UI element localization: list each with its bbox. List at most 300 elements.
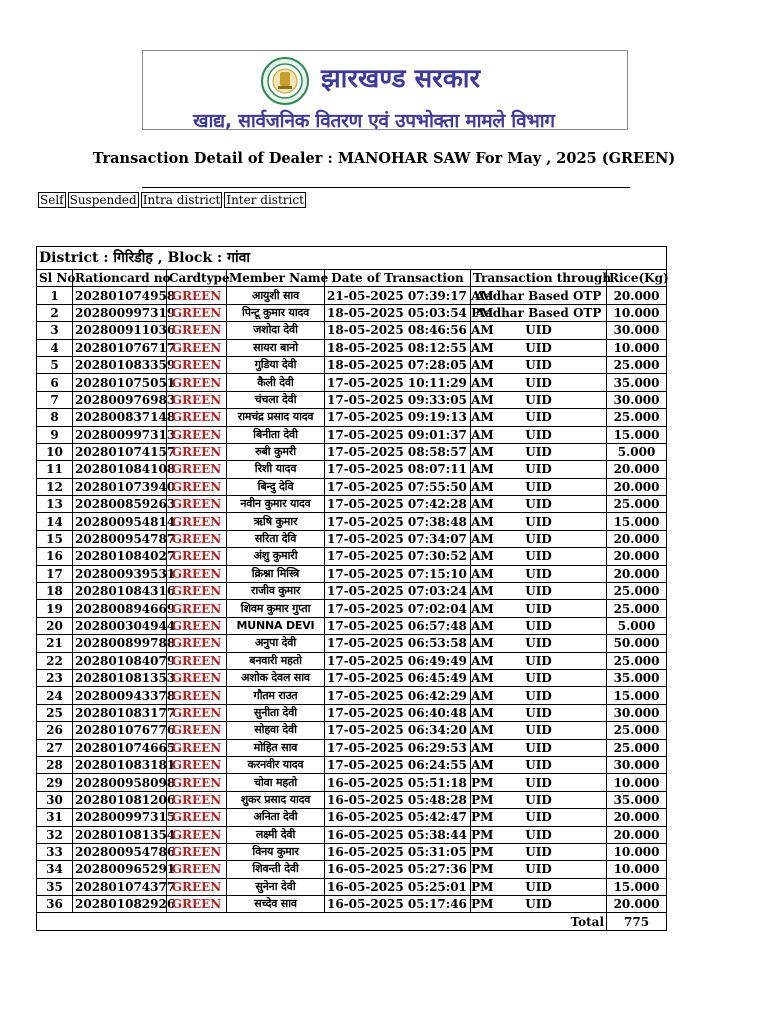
date-cell: 16-05-2025 05:42:47 PM: [325, 809, 471, 826]
cardtype-cell: GREEN: [167, 843, 227, 860]
date-cell: 17-05-2025 06:53:58 AM: [325, 635, 471, 652]
date-cell: 17-05-2025 06:57:48 AM: [325, 617, 471, 634]
sl-no-cell: 1: [37, 287, 73, 304]
cardtype-cell: GREEN: [167, 339, 227, 356]
date-cell: 17-05-2025 06:24:55 AM: [325, 756, 471, 773]
rationcard-cell: 202800911036: [73, 322, 167, 339]
tab-suspended[interactable]: Suspended: [69, 193, 137, 207]
cardtype-cell: GREEN: [167, 774, 227, 791]
table-row: [37, 756, 667, 773]
sl-no-cell: 15: [37, 530, 73, 547]
date-cell: 17-05-2025 07:34:07 AM: [325, 530, 471, 547]
rationcard-cell: 202801075051: [73, 374, 167, 391]
sl-no-cell: 25: [37, 704, 73, 721]
member-name-cell: ऋषि कुमार: [227, 513, 325, 530]
rationcard-cell: 202801081353: [73, 669, 167, 686]
through-cell: UID: [471, 322, 607, 339]
member-name-cell: राजीव कुमार: [227, 583, 325, 600]
rice-cell: 35.000: [607, 669, 667, 686]
cardtype-cell: GREEN: [167, 669, 227, 686]
date-cell: 18-05-2025 07:28:05 AM: [325, 356, 471, 373]
through-cell: UID: [471, 374, 607, 391]
sl-no-cell: 10: [37, 443, 73, 460]
col-header-member-name: Member Name: [227, 270, 325, 287]
through-cell: UID: [471, 461, 607, 478]
col-header-date: Date of Transaction: [325, 270, 471, 287]
rice-cell: 15.000: [607, 426, 667, 443]
rice-cell: 20.000: [607, 826, 667, 843]
rationcard-cell: 202801082926: [73, 896, 167, 913]
rationcard-cell: 202800859263: [73, 496, 167, 513]
banner-title: झारखण्ड सरकार: [321, 64, 481, 94]
sl-no-cell: 18: [37, 583, 73, 600]
date-cell: 17-05-2025 07:55:50 AM: [325, 478, 471, 495]
date-cell: 17-05-2025 07:15:10 AM: [325, 565, 471, 582]
cardtype-cell: GREEN: [167, 878, 227, 895]
member-name-cell: मोहित साव: [227, 739, 325, 756]
cardtype-cell: GREEN: [167, 322, 227, 339]
rationcard-cell: 202800954787: [73, 530, 167, 547]
through-cell: Aadhar Based OTP: [471, 287, 607, 304]
sl-no-cell: 36: [37, 896, 73, 913]
cardtype-cell: GREEN: [167, 704, 227, 721]
member-name-cell: जशोदा देवी: [227, 322, 325, 339]
through-cell: UID: [471, 478, 607, 495]
rationcard-cell: 202801083177: [73, 704, 167, 721]
date-cell: 17-05-2025 06:34:20 AM: [325, 722, 471, 739]
through-cell: UID: [471, 409, 607, 426]
date-cell: 16-05-2025 05:17:46 PM: [325, 896, 471, 913]
col-header-cardtype: Cardtype: [167, 270, 227, 287]
sl-no-cell: 33: [37, 843, 73, 860]
table-row: [37, 287, 667, 304]
member-name-cell: सरिता देवि: [227, 530, 325, 547]
through-cell: UID: [471, 600, 607, 617]
total-value: 775: [607, 913, 667, 930]
cardtype-cell: GREEN: [167, 600, 227, 617]
sl-no-cell: 21: [37, 635, 73, 652]
sl-no-cell: 13: [37, 496, 73, 513]
date-cell: 17-05-2025 07:30:52 AM: [325, 548, 471, 565]
rationcard-cell: 202801081354: [73, 826, 167, 843]
cardtype-cell: GREEN: [167, 652, 227, 669]
cardtype-cell: GREEN: [167, 513, 227, 530]
rice-cell: 30.000: [607, 704, 667, 721]
rice-cell: 25.000: [607, 409, 667, 426]
rice-cell: 10.000: [607, 339, 667, 356]
member-name-cell: आयुशी साव: [227, 287, 325, 304]
through-cell: UID: [471, 843, 607, 860]
table-row: [37, 548, 667, 565]
cardtype-cell: GREEN: [167, 583, 227, 600]
table-row: [37, 687, 667, 704]
cardtype-cell: GREEN: [167, 739, 227, 756]
through-cell: UID: [471, 617, 607, 634]
cardtype-cell: GREEN: [167, 443, 227, 460]
rice-cell: 25.000: [607, 722, 667, 739]
member-name-cell: शिवन्ती देवी: [227, 861, 325, 878]
sl-no-cell: 14: [37, 513, 73, 530]
member-name-cell: सच्देव साव: [227, 896, 325, 913]
title-underline: [142, 187, 630, 188]
rationcard-cell: 202800899788: [73, 635, 167, 652]
date-cell: 17-05-2025 08:07:11 AM: [325, 461, 471, 478]
sl-no-cell: 5: [37, 356, 73, 373]
through-cell: UID: [471, 565, 607, 582]
table-row: [37, 809, 667, 826]
rice-cell: 25.000: [607, 496, 667, 513]
tab-intra-district[interactable]: Intra district: [142, 193, 221, 207]
rationcard-cell: 202800837148: [73, 409, 167, 426]
date-cell: 17-05-2025 06:42:29 AM: [325, 687, 471, 704]
rice-cell: 20.000: [607, 461, 667, 478]
sl-no-cell: 9: [37, 426, 73, 443]
rationcard-cell: 202800958098: [73, 774, 167, 791]
member-name-cell: पिन्टू कुमार यादव: [227, 304, 325, 321]
rationcard-cell: 202801074157: [73, 443, 167, 460]
through-cell: UID: [471, 583, 607, 600]
member-name-cell: अनुपा देवी: [227, 635, 325, 652]
sl-no-cell: 34: [37, 861, 73, 878]
total-label: Total: [37, 913, 607, 930]
member-name-cell: चोवा महतो: [227, 774, 325, 791]
date-cell: 16-05-2025 05:25:01 PM: [325, 878, 471, 895]
district-block-label: District : गिरिडीह , Block : गांवा: [37, 247, 667, 270]
through-cell: UID: [471, 339, 607, 356]
sl-no-cell: 28: [37, 756, 73, 773]
sl-no-cell: 31: [37, 809, 73, 826]
member-name-cell: बिनीता देवी: [227, 426, 325, 443]
rationcard-cell: 202801076776: [73, 722, 167, 739]
cardtype-cell: GREEN: [167, 461, 227, 478]
date-cell: 17-05-2025 07:03:24 AM: [325, 583, 471, 600]
date-cell: 17-05-2025 06:29:53 AM: [325, 739, 471, 756]
member-name-cell: नवीन कुमार यादव: [227, 496, 325, 513]
table-row: [37, 530, 667, 547]
member-name-cell: रुबी कुमरी: [227, 443, 325, 460]
tab-inter-district[interactable]: Inter district: [226, 193, 304, 207]
sl-no-cell: 2: [37, 304, 73, 321]
table-row: [37, 426, 667, 443]
table-row: [37, 843, 667, 860]
table-row: [37, 409, 667, 426]
sl-no-cell: 19: [37, 600, 73, 617]
through-cell: UID: [471, 791, 607, 808]
rice-cell: 15.000: [607, 513, 667, 530]
table-row: [37, 791, 667, 808]
cardtype-cell: GREEN: [167, 809, 227, 826]
table-row: [37, 461, 667, 478]
through-cell: UID: [471, 809, 607, 826]
sl-no-cell: 24: [37, 687, 73, 704]
through-cell: UID: [471, 635, 607, 652]
member-name-cell: विनय कुमार: [227, 843, 325, 860]
member-name-cell: बनवारी महतो: [227, 652, 325, 669]
member-name-cell: सोहवा देवी: [227, 722, 325, 739]
rice-cell: 20.000: [607, 809, 667, 826]
date-cell: 16-05-2025 05:48:28 PM: [325, 791, 471, 808]
cardtype-cell: GREEN: [167, 409, 227, 426]
rice-cell: 20.000: [607, 548, 667, 565]
member-name-cell: सुनीता देवी: [227, 704, 325, 721]
date-cell: 17-05-2025 07:02:04 AM: [325, 600, 471, 617]
sl-no-cell: 11: [37, 461, 73, 478]
rice-cell: 30.000: [607, 391, 667, 408]
rationcard-cell: 202800997319: [73, 304, 167, 321]
cardtype-cell: GREEN: [167, 287, 227, 304]
col-header-rice: Rice(Kg): [607, 270, 667, 287]
table-row: [37, 861, 667, 878]
col-header-through: Transaction through: [471, 270, 607, 287]
rice-cell: 25.000: [607, 356, 667, 373]
rationcard-cell: 202801081206: [73, 791, 167, 808]
table-header-row: [37, 270, 667, 287]
sl-no-cell: 17: [37, 565, 73, 582]
sl-no-cell: 22: [37, 652, 73, 669]
sl-no-cell: 27: [37, 739, 73, 756]
jharkhand-emblem-icon: [261, 57, 309, 105]
rice-cell: 5.000: [607, 443, 667, 460]
sl-no-cell: 6: [37, 374, 73, 391]
rationcard-cell: 202800304944: [73, 617, 167, 634]
rationcard-cell: 202801084079: [73, 652, 167, 669]
table-row: [37, 774, 667, 791]
department-banner: [142, 50, 628, 130]
rice-cell: 15.000: [607, 687, 667, 704]
rationcard-cell: 202800997315: [73, 809, 167, 826]
table-row: [37, 878, 667, 895]
table-row: [37, 391, 667, 408]
through-cell: UID: [471, 496, 607, 513]
member-name-cell: बिन्दु देवि: [227, 478, 325, 495]
rice-cell: 10.000: [607, 304, 667, 321]
cardtype-cell: GREEN: [167, 356, 227, 373]
rationcard-cell: 202800997313: [73, 426, 167, 443]
rice-cell: 20.000: [607, 565, 667, 582]
through-cell: UID: [471, 356, 607, 373]
cardtype-cell: GREEN: [167, 304, 227, 321]
table-row: [37, 583, 667, 600]
through-cell: UID: [471, 669, 607, 686]
rice-cell: 10.000: [607, 861, 667, 878]
member-name-cell: गौतम राउत: [227, 687, 325, 704]
through-cell: UID: [471, 530, 607, 547]
through-cell: UID: [471, 878, 607, 895]
member-name-cell: चंचला देवी: [227, 391, 325, 408]
date-cell: 18-05-2025 05:03:54 PM: [325, 304, 471, 321]
rationcard-cell: 202801074665: [73, 739, 167, 756]
table-row: [37, 600, 667, 617]
member-name-cell: कैली देवी: [227, 374, 325, 391]
date-cell: 16-05-2025 05:38:44 PM: [325, 826, 471, 843]
cardtype-cell: GREEN: [167, 756, 227, 773]
cardtype-cell: GREEN: [167, 896, 227, 913]
through-cell: UID: [471, 426, 607, 443]
table-row: [37, 443, 667, 460]
date-cell: 21-05-2025 07:39:17 AM: [325, 287, 471, 304]
table-row: [37, 304, 667, 321]
rationcard-cell: 202800965291: [73, 861, 167, 878]
table-row: [37, 374, 667, 391]
total-row: [37, 913, 667, 930]
rice-cell: 25.000: [607, 739, 667, 756]
rice-cell: 50.000: [607, 635, 667, 652]
sl-no-cell: 4: [37, 339, 73, 356]
through-cell: UID: [471, 443, 607, 460]
table-row: [37, 704, 667, 721]
through-cell: UID: [471, 704, 607, 721]
cardtype-cell: GREEN: [167, 687, 227, 704]
cardtype-cell: GREEN: [167, 791, 227, 808]
member-name-cell: अशोक देवल साव: [227, 669, 325, 686]
member-name-cell: गुडिया देवी: [227, 356, 325, 373]
date-cell: 17-05-2025 10:11:29 AM: [325, 374, 471, 391]
date-cell: 17-05-2025 09:01:37 AM: [325, 426, 471, 443]
table-row: [37, 322, 667, 339]
through-cell: UID: [471, 774, 607, 791]
member-name-cell: सुनेना देवी: [227, 878, 325, 895]
sl-no-cell: 8: [37, 409, 73, 426]
table-row: [37, 826, 667, 843]
sl-no-cell: 7: [37, 391, 73, 408]
date-cell: 17-05-2025 07:38:48 AM: [325, 513, 471, 530]
rationcard-cell: 202801084316: [73, 583, 167, 600]
rationcard-cell: 202801076717: [73, 339, 167, 356]
date-cell: 16-05-2025 05:51:18 PM: [325, 774, 471, 791]
table-row: [37, 739, 667, 756]
rice-cell: 25.000: [607, 600, 667, 617]
date-cell: 17-05-2025 06:40:48 AM: [325, 704, 471, 721]
rice-cell: 20.000: [607, 530, 667, 547]
date-cell: 17-05-2025 08:58:57 AM: [325, 443, 471, 460]
date-cell: 18-05-2025 08:46:56 AM: [325, 322, 471, 339]
table-row: [37, 356, 667, 373]
through-cell: UID: [471, 687, 607, 704]
through-cell: UID: [471, 548, 607, 565]
sl-no-cell: 32: [37, 826, 73, 843]
through-cell: UID: [471, 722, 607, 739]
date-cell: 17-05-2025 09:33:05 AM: [325, 391, 471, 408]
rationcard-cell: 202801074958: [73, 287, 167, 304]
member-name-cell: लक्ष्मी देवी: [227, 826, 325, 843]
col-header-rationcard: Rationcard no: [73, 270, 167, 287]
transaction-table: [36, 246, 667, 931]
through-cell: UID: [471, 826, 607, 843]
rationcard-cell: 202801073940: [73, 478, 167, 495]
member-name-cell: शिवम कुमार गुप्ता: [227, 600, 325, 617]
through-cell: UID: [471, 861, 607, 878]
table-row: [37, 478, 667, 495]
cardtype-cell: GREEN: [167, 374, 227, 391]
through-cell: UID: [471, 896, 607, 913]
rationcard-cell: 202801084108: [73, 461, 167, 478]
rice-cell: 35.000: [607, 791, 667, 808]
cardtype-cell: GREEN: [167, 617, 227, 634]
rationcard-cell: 202801074377: [73, 878, 167, 895]
rationcard-cell: 202801083359: [73, 356, 167, 373]
banner-subtitle: खाद्य, सार्वजनिक वितरण एवं उपभोक्ता मामले विभाग: [193, 110, 555, 132]
cardtype-cell: GREEN: [167, 548, 227, 565]
table-row: [37, 339, 667, 356]
filter-tabs: [38, 192, 306, 208]
tab-self[interactable]: Self: [40, 193, 64, 207]
rice-cell: 35.000: [607, 374, 667, 391]
member-name-cell: अंशु कुमारी: [227, 548, 325, 565]
rice-cell: 15.000: [607, 878, 667, 895]
sl-no-cell: 26: [37, 722, 73, 739]
rationcard-cell: 202800939531: [73, 565, 167, 582]
table-row: [37, 617, 667, 634]
rice-cell: 10.000: [607, 774, 667, 791]
through-cell: UID: [471, 652, 607, 669]
cardtype-cell: GREEN: [167, 478, 227, 495]
through-cell: UID: [471, 739, 607, 756]
rationcard-cell: 202801084027: [73, 548, 167, 565]
rationcard-cell: 202800894669: [73, 600, 167, 617]
rice-cell: 30.000: [607, 322, 667, 339]
date-cell: 18-05-2025 08:12:55 AM: [325, 339, 471, 356]
sl-no-cell: 16: [37, 548, 73, 565]
rationcard-cell: 202800976983: [73, 391, 167, 408]
table-row: [37, 669, 667, 686]
cardtype-cell: GREEN: [167, 826, 227, 843]
rice-cell: 25.000: [607, 652, 667, 669]
table-row: [37, 652, 667, 669]
rice-cell: 20.000: [607, 896, 667, 913]
member-name-cell: अनिता देवी: [227, 809, 325, 826]
table-row: [37, 565, 667, 582]
table-row: [37, 722, 667, 739]
member-name-cell: रिशी यादव: [227, 461, 325, 478]
date-cell: 17-05-2025 06:49:49 AM: [325, 652, 471, 669]
cardtype-cell: GREEN: [167, 426, 227, 443]
rationcard-cell: 202800943378: [73, 687, 167, 704]
rationcard-cell: 202800954786: [73, 843, 167, 860]
member-name-cell: सायरा बानो: [227, 339, 325, 356]
rice-cell: 5.000: [607, 617, 667, 634]
sl-no-cell: 20: [37, 617, 73, 634]
rationcard-cell: 202801083181: [73, 756, 167, 773]
through-cell: UID: [471, 513, 607, 530]
member-name-cell: करनवीर यादव: [227, 756, 325, 773]
sl-no-cell: 12: [37, 478, 73, 495]
date-cell: 16-05-2025 05:27:36 PM: [325, 861, 471, 878]
col-header-sl-no: Sl No: [37, 270, 73, 287]
cardtype-cell: GREEN: [167, 565, 227, 582]
member-name-cell: शुकर प्रसाद यादव: [227, 791, 325, 808]
through-cell: Aadhar Based OTP: [471, 304, 607, 321]
member-name-cell: क्रिश्ना मिस्त्रि: [227, 565, 325, 582]
sl-no-cell: 35: [37, 878, 73, 895]
table-row: [37, 896, 667, 913]
rationcard-cell: 202800954814: [73, 513, 167, 530]
cardtype-cell: GREEN: [167, 391, 227, 408]
cardtype-cell: GREEN: [167, 722, 227, 739]
rice-cell: 30.000: [607, 756, 667, 773]
sl-no-cell: 3: [37, 322, 73, 339]
date-cell: 17-05-2025 06:45:49 AM: [325, 669, 471, 686]
report-title: Transaction Detail of Dealer : MANOHAR SAW For May , 2025 (GREEN): [92, 150, 676, 167]
table-row: [37, 496, 667, 513]
date-cell: 16-05-2025 05:31:05 PM: [325, 843, 471, 860]
cardtype-cell: GREEN: [167, 635, 227, 652]
sl-no-cell: 23: [37, 669, 73, 686]
through-cell: UID: [471, 391, 607, 408]
rice-cell: 20.000: [607, 287, 667, 304]
cardtype-cell: GREEN: [167, 496, 227, 513]
date-cell: 17-05-2025 09:19:13 AM: [325, 409, 471, 426]
table-row: [37, 513, 667, 530]
